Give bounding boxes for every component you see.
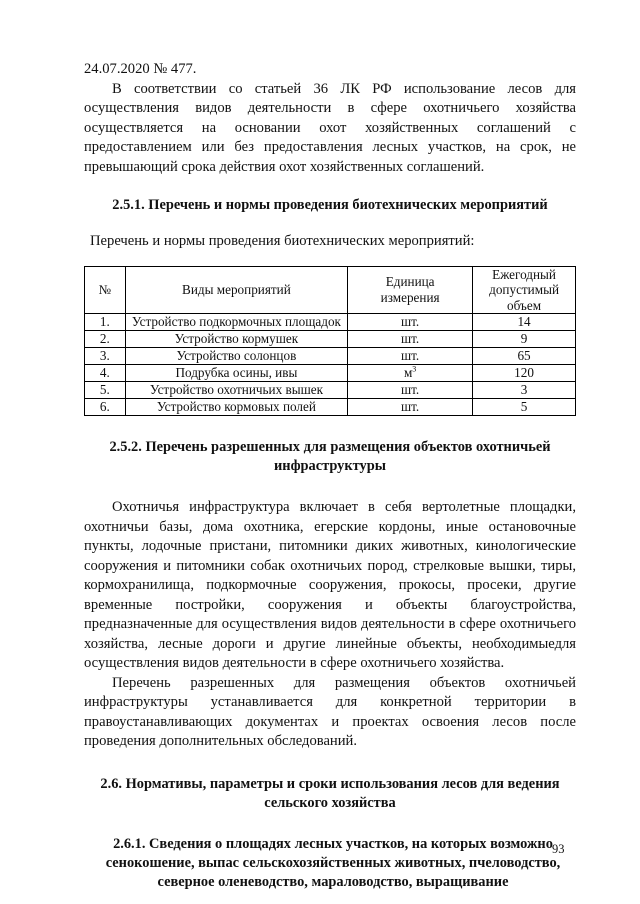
table-row — [85, 331, 576, 348]
row-unit: шт. — [348, 331, 473, 348]
row-number: 4. — [85, 365, 126, 382]
row-number: 5. — [85, 382, 126, 399]
section-heading-2-5-1: 2.5.1. Перечень и нормы проведения биотехнических мероприятий — [112, 197, 548, 213]
table-row — [85, 382, 576, 399]
row-number: 1. — [85, 314, 126, 331]
row-number: 6. — [85, 399, 126, 416]
col-header-number: № — [85, 266, 126, 314]
table-row — [85, 314, 576, 331]
row-volume: 14 — [473, 314, 576, 331]
infrastructure-paragraph: Охотничья инфраструктура включает в себя вертолетные площадки, охотничьи базы, дома охотника, егерские кордоны, иные остановочные пункты, лодочные пристани, питомники диких животных, кинологические сооружения и питомники собак охотничьих пород, стрелковые вышки, тиры, кормохранилища, подкормочные сооружения, прокосы, просеки, другие временные постройки, сооружения и объекты благоустройства, предназначенные для осуществления видов деятельности в сфере охотничьего хозяйства, лесные дороги и другие линейные объекты, необходимыедля осуществления видов деятельности в сфере охотничьего хозяйства. — [84, 499, 576, 671]
col-header-volume: Ежегодный допустимый объем — [473, 266, 576, 314]
table-row — [85, 399, 576, 416]
document-page — [84, 60, 576, 892]
table-row — [85, 365, 576, 382]
unit-superscript: 3 — [412, 364, 417, 374]
col-header-unit: Единица измерения — [348, 266, 473, 314]
biotech-measures-table — [84, 266, 576, 417]
row-measure: Устройство кормушек — [125, 331, 347, 348]
col-header-measure: Виды мероприятий — [125, 266, 347, 314]
row-volume: 65 — [473, 348, 576, 365]
unit-text: м — [403, 365, 413, 381]
row-measure: Устройство охотничьих вышек — [125, 382, 347, 399]
infrastructure-list-paragraph: Перечень разрешенных для размещения объектов охотничьей инфраструктуры устанавливается для конкретной территории в правоустанавливающих документах и проектах освоения лесов после проведения дополнительных обследований. — [84, 674, 576, 749]
row-measure: Устройство кормовых полей — [125, 399, 347, 416]
table-intro: Перечень и нормы проведения биотехнических мероприятий: — [90, 233, 475, 249]
row-number: 3. — [85, 348, 126, 365]
row-unit: шт. — [348, 399, 473, 416]
section-heading-2-6-1: 2.6.1. Сведения о площадях лесных участков, на которых возможно сенокошение, выпас сельскохозяйственных животных, пчеловодство, северное оленеводство, мараловодство, выращивание — [105, 835, 561, 890]
row-unit: шт. — [348, 314, 473, 331]
row-number: 2. — [85, 331, 126, 348]
intro-paragraph: В соответствии со статьей 36 ЛК РФ использование лесов для осуществления видов деятельности в сфере охотничьего хозяйства осуществляется на основании охот хозяйственных соглашений с предоставлением или без предоставления лесных участков, на срок, не превышающий срока действия охот хозяйственных соглашений. — [84, 80, 576, 175]
row-unit: шт. — [348, 348, 473, 365]
row-volume: 120 — [473, 365, 576, 382]
page-number: 93 — [552, 842, 565, 856]
row-volume: 5 — [473, 399, 576, 416]
row-measure: Подрубка осины, ивы — [125, 365, 347, 382]
row-volume: 3 — [473, 382, 576, 399]
row-volume: 9 — [473, 331, 576, 348]
row-unit — [348, 365, 473, 382]
section-heading-2-5-2: 2.5.2. Перечень разрешенных для размещения объектов охотничьей инфраструктуры — [109, 439, 551, 474]
table-header-row — [85, 266, 576, 314]
row-unit: шт. — [348, 382, 473, 399]
section-heading-2-6: 2.6. Нормативы, параметры и сроки использования лесов для ведения сельского хозяйства — [100, 775, 560, 811]
row-measure: Устройство солонцов — [125, 348, 347, 365]
row-measure: Устройство подкормочных площадок — [125, 314, 347, 331]
date-line: 24.07.2020 № 477. — [84, 61, 197, 77]
table-row — [85, 348, 576, 365]
